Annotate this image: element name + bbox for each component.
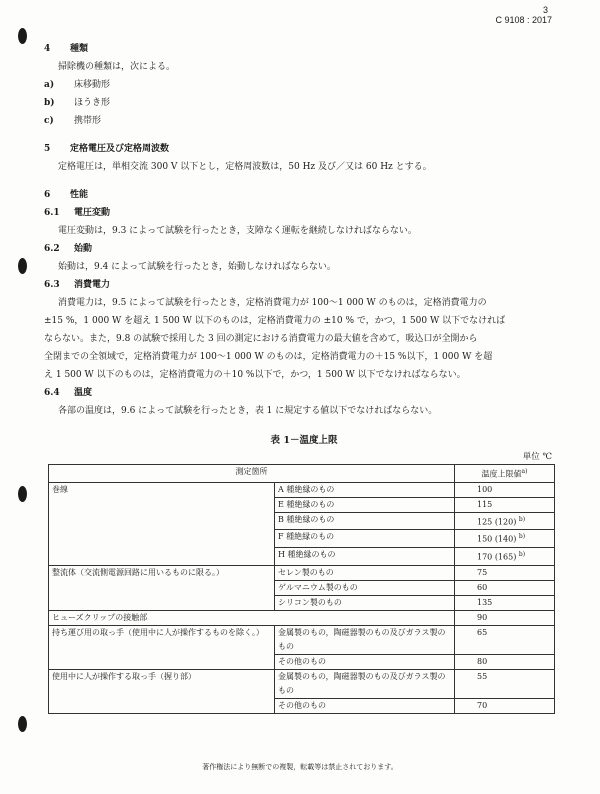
section-title: 始動 <box>74 244 93 254</box>
value-text: 115 <box>477 499 493 509</box>
section-6-3-heading <box>44 276 564 294</box>
binder-hole-1 <box>18 28 27 44</box>
value-text: 125 (120) <box>477 517 517 527</box>
temperature-limit-table <box>48 464 555 714</box>
section-number: 6 <box>44 190 51 200</box>
list-item <box>44 76 564 94</box>
list-item <box>44 112 564 130</box>
item-text: 床移動形 <box>74 80 111 90</box>
section-6-3-line: 消費電力は，9.5 によって試験を行ったとき，定格消費電力が 100～1 000 W のものは，定格消費電力の <box>58 298 487 308</box>
limit-value <box>455 547 555 565</box>
item-label: b) <box>44 98 55 108</box>
section-6-4-text: 各部の温度は，9.6 によって試験を行ったとき，表 1 に規定する値以下でなければならない。 <box>58 406 438 416</box>
page-number: 3 <box>542 5 548 15</box>
sub-location: H 種絶縁のもの <box>275 547 455 565</box>
section-number: 5 <box>44 144 51 154</box>
limit-value <box>455 512 555 530</box>
standard-number: C 9108 : 2017 <box>495 15 552 25</box>
section-6-2-heading <box>44 240 564 258</box>
group-name: 使用中に人が操作する取っ手（握り部） <box>49 669 275 713</box>
limit-value: 55 <box>455 669 555 698</box>
section-number: 6.3 <box>44 280 60 290</box>
header-value-label: 温度上限値 <box>481 469 522 479</box>
section-6-3-line: ならない。また，9.8 の試験で採用した 3 回の測定における消費電力の最大値を含めて，吸込口が全開から <box>44 334 478 344</box>
document-body <box>44 40 564 714</box>
group-name: ヒューズクリップの接触部 <box>49 610 455 625</box>
section-6-heading <box>44 186 564 204</box>
item-text: ほうき形 <box>74 98 111 108</box>
value-text: 100 <box>477 484 493 494</box>
sub-location: B 種絶縁のもの <box>275 512 455 530</box>
section-title: 消費電力 <box>74 280 111 290</box>
binder-hole-2 <box>18 258 27 274</box>
section-6-3-line: え 1 500 W 以下のものは，定格消費電力の＋10 %以下で，かつ，1 500 W 以下でなければならない。 <box>44 370 466 380</box>
section-title: 電圧変動 <box>74 208 111 218</box>
limit-value: 90 <box>455 610 555 625</box>
section-6-1-text: 電圧変動は，9.3 によって試験を行ったとき，支障なく運転を継続しなければならない。 <box>58 226 417 236</box>
section-title: 性能 <box>70 190 89 200</box>
value-text: 150 (140) <box>477 534 517 544</box>
binder-hole-3 <box>18 486 27 502</box>
section-number: 4 <box>44 44 51 54</box>
table-row <box>49 669 555 698</box>
table-row <box>49 625 555 654</box>
binder-hole-4 <box>18 716 27 732</box>
sub-location: F 種絶縁のもの <box>275 530 455 548</box>
section-title: 温度 <box>74 388 93 398</box>
header-location: 測定箇所 <box>49 465 455 483</box>
value-note: b) <box>518 515 526 523</box>
value-note: b) <box>518 533 526 541</box>
item-label: a) <box>44 80 55 90</box>
section-6-1-heading <box>44 204 564 222</box>
section-number: 6.1 <box>44 208 60 218</box>
sub-location: その他のもの <box>275 654 455 669</box>
value-text: 170 (165) <box>477 552 517 562</box>
table-row <box>49 565 555 580</box>
list-item <box>44 94 564 112</box>
sub-location: その他のもの <box>275 698 455 713</box>
group-name: 整流体（交流側電源回路に用いるものに限る。） <box>49 565 275 610</box>
section-number: 6.4 <box>44 388 60 398</box>
sub-location: セレン製のもの <box>275 565 455 580</box>
table-header-row <box>49 465 555 483</box>
sub-location: E 種絶縁のもの <box>275 497 455 512</box>
copyright-footer: 著作権法により無断での複製，転載等は禁止されております。 <box>202 763 398 771</box>
limit-value: 75 <box>455 565 555 580</box>
group-name: 持ち運び用の取っ手（使用中に人が操作するものを除く。） <box>49 625 275 669</box>
section-title: 定格電圧及び定格周波数 <box>70 144 170 154</box>
sub-location: シリコン製のもの <box>275 595 455 610</box>
sub-location: A 種絶縁のもの <box>275 482 455 497</box>
limit-value: 65 <box>455 625 555 654</box>
section-5-text: 定格電圧は，単相交流 300 V 以下とし，定格周波数は，50 Hz 及び／又は 60 Hz とする。 <box>58 162 432 172</box>
item-text: 携帯形 <box>74 116 102 126</box>
section-number: 6.2 <box>44 244 60 254</box>
section-4-intro: 掃除機の種類は，次による。 <box>58 62 176 72</box>
table-row <box>49 482 555 497</box>
limit-value <box>455 482 555 497</box>
item-label: c) <box>44 116 54 126</box>
section-5-heading <box>44 140 564 158</box>
limit-value: 80 <box>455 654 555 669</box>
table-caption: 表 1－温度上限 <box>270 435 338 446</box>
section-title: 種類 <box>70 44 89 54</box>
limit-value: 60 <box>455 580 555 595</box>
section-6-2-text: 始動は，9.4 によって試験を行ったとき，始動しなければならない。 <box>58 262 336 272</box>
table-row <box>49 610 555 625</box>
sub-location: ゲルマニウム製のもの <box>275 580 455 595</box>
section-4-heading <box>44 40 564 58</box>
value-note: b) <box>518 550 526 558</box>
sub-location: 金属製のもの，陶磁器製のもの及びガラス製のもの <box>275 669 455 698</box>
section-6-3-line: ±15 %，1 000 W を超え 1 500 W 以下のものは，定格消費電力の ±10 % で，かつ，1 500 W 以下でなければ <box>44 316 506 326</box>
section-6-4-heading <box>44 384 564 402</box>
limit-value: 135 <box>455 595 555 610</box>
section-6-3-line: 全閉までの全領域で，定格消費電力が 100～1 000 W のものは，定格消費電力の＋15 %以下，1 000 W を超 <box>44 352 493 362</box>
group-name: 巻線 <box>49 482 275 565</box>
limit-value <box>455 497 555 512</box>
sub-location: 金属製のもの，陶磁器製のもの及びガラス製のもの <box>275 625 455 654</box>
limit-value <box>455 530 555 548</box>
header-note: a) <box>521 468 528 475</box>
table-unit: 単位 ℃ <box>522 452 552 462</box>
limit-value: 70 <box>455 698 555 713</box>
header-value <box>455 465 555 483</box>
